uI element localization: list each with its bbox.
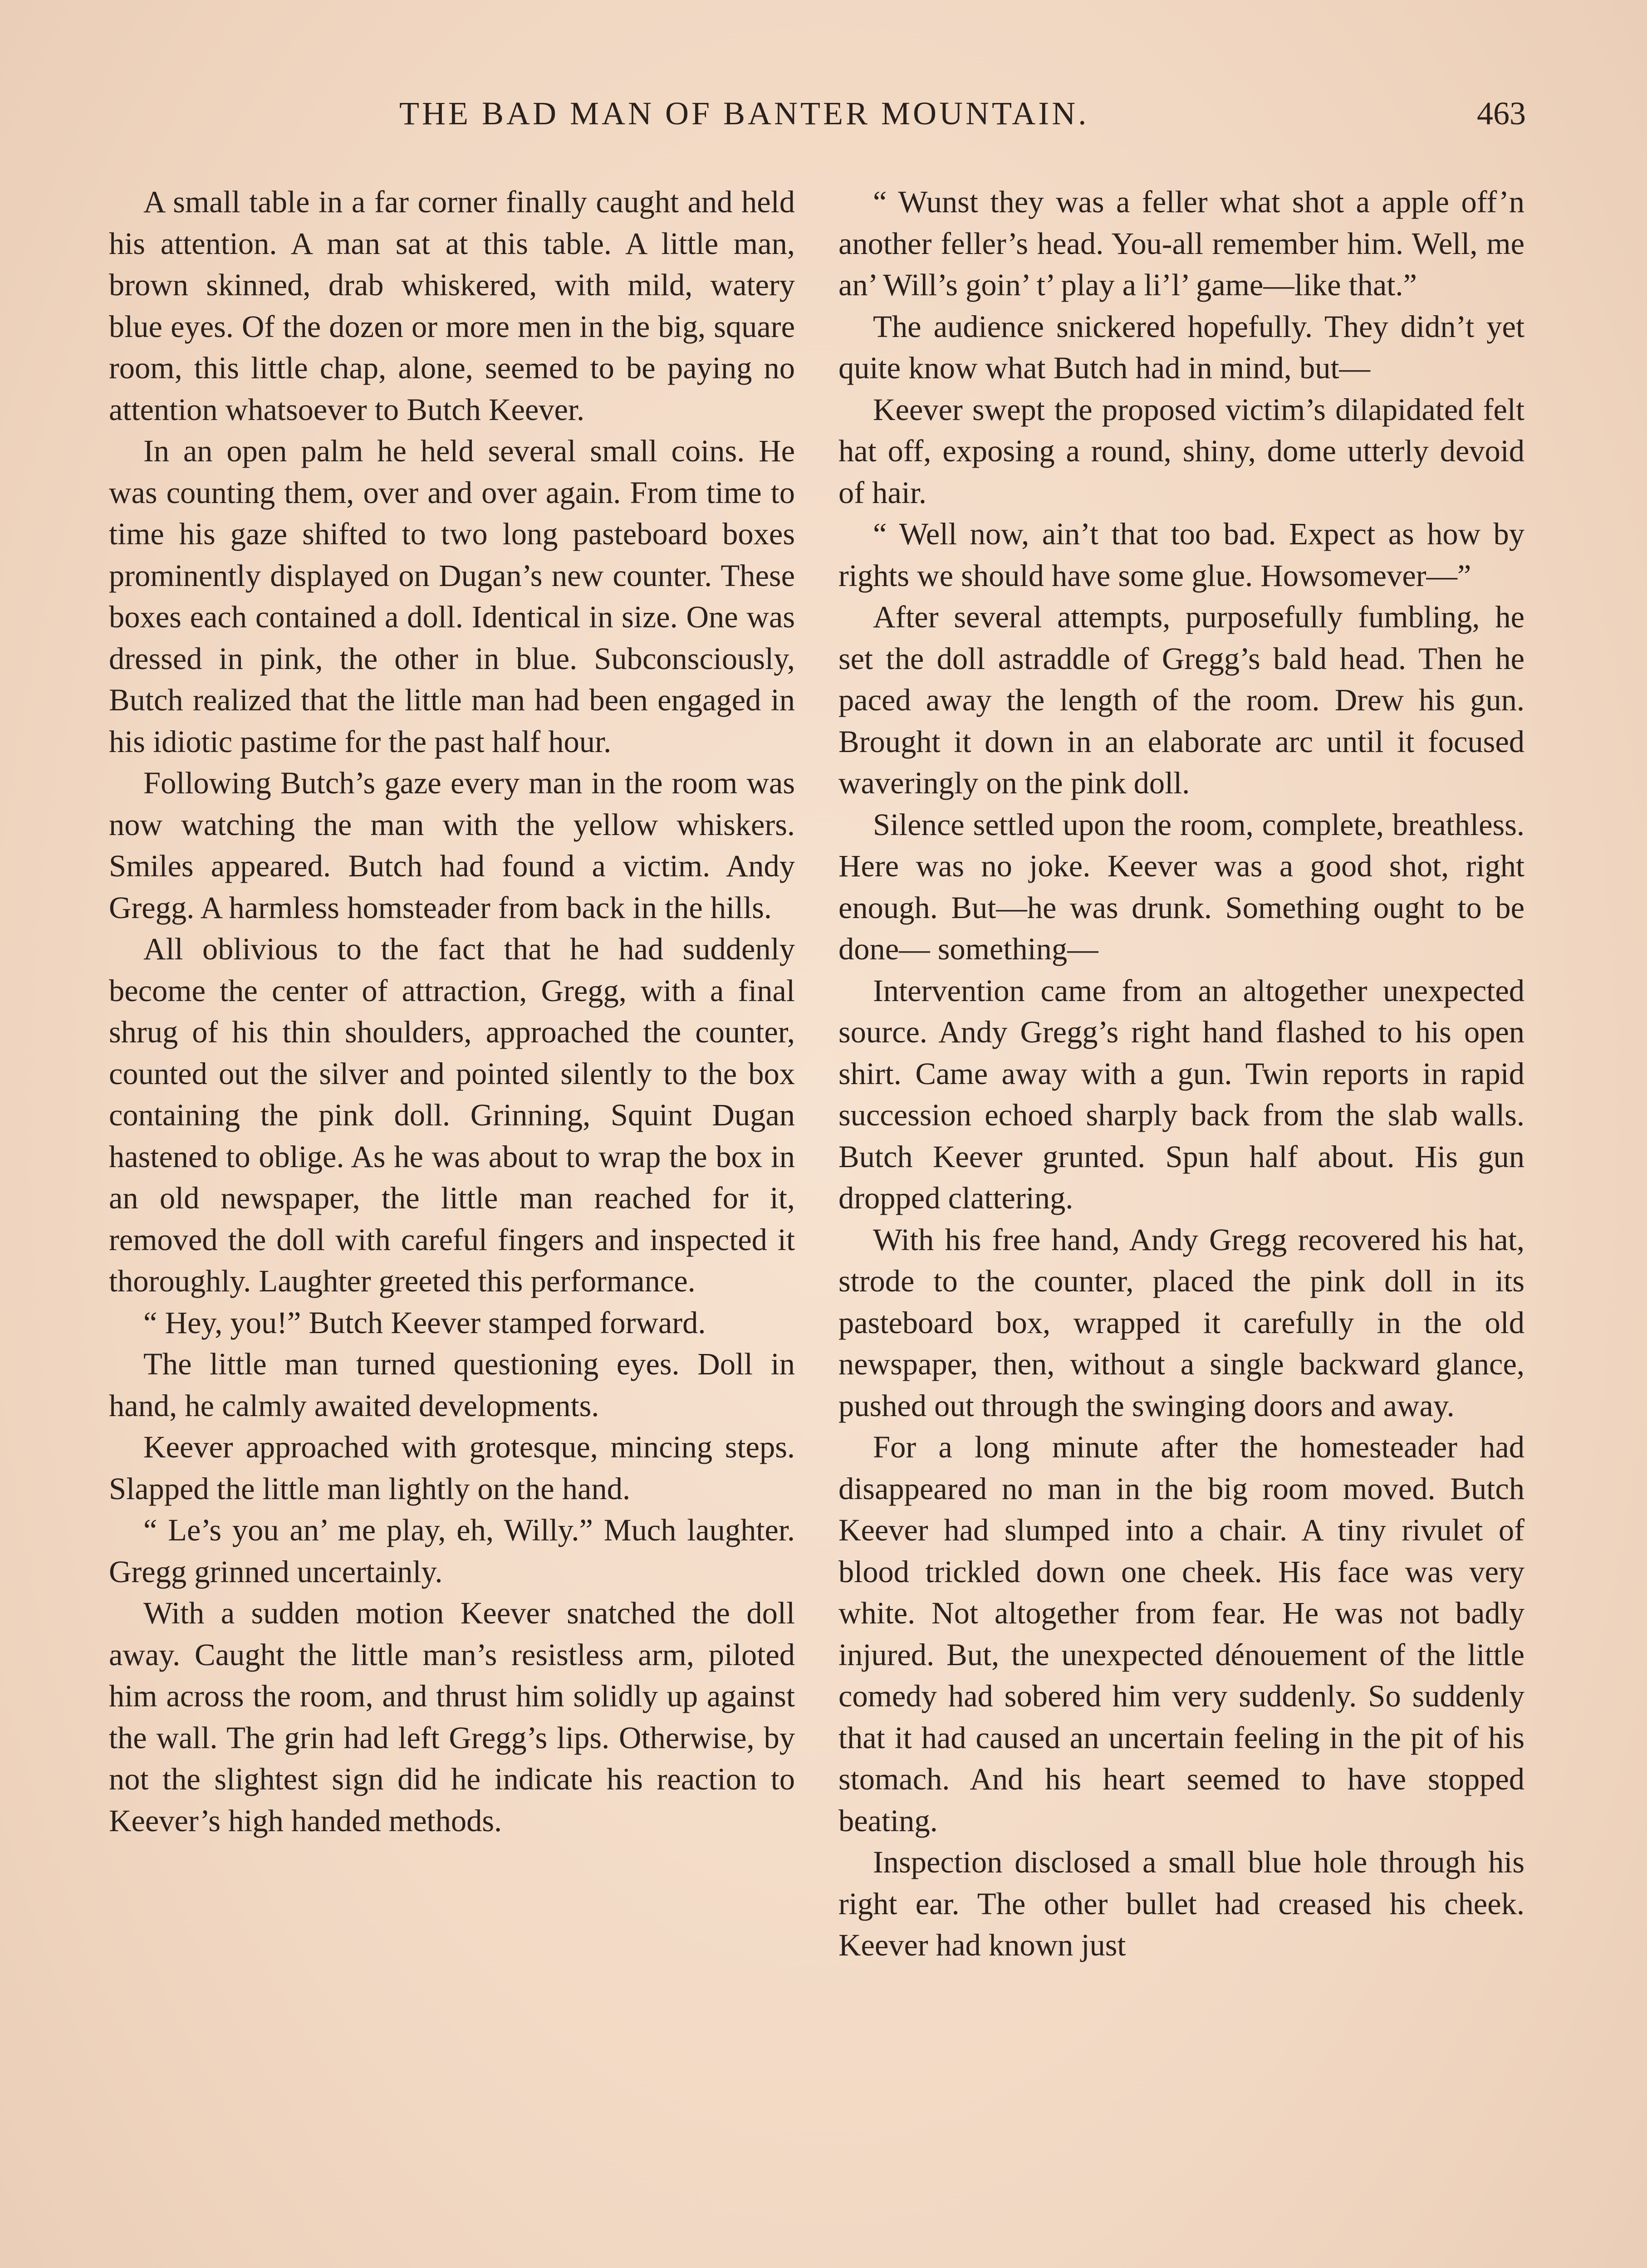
paragraph: With a sudden motion Keever snatched the doll away. Caught the little man’s resistless arm, piloted him across the room, and thrust him solidly up against the wall. The grin had left Gregg’s lips. Otherwise, by not the slightest sign did he indicate his reaction to Keever’s high handed methods.	[109, 1596, 795, 1838]
text-column-right	[838, 181, 1524, 1966]
paragraph: Keever swept the proposed victim’s dilapidated felt hat off, exposing a round, shiny, dome utterly devoid of hair.	[838, 392, 1524, 510]
paragraph: Keever approached with grotesque, mincing steps. Slapped the little man lightly on the hand.	[109, 1430, 795, 1506]
paragraph: Intervention came from an altogether unexpected source. Andy Gregg’s right hand flashed to his open shirt. Came away with a gun. Twin reports in rapid succession echoed sharply back from the slab walls. Butch Keever grunted. Spun half about. His gun dropped clattering.	[838, 973, 1524, 1215]
paragraph: For a long minute after the homesteader had disappeared no man in the big room moved. Butch Keever had slumped into a chair. A tiny rivulet of blood trickled down one cheek. His face was very white. Not altogether from fear. He was not badly injured. But, the unexpected dénouement of the little comedy had sobered him very suddenly. So suddenly that it had caused an uncertain feeling in the pit of his stomach. And his heart seemed to have stopped beating.	[838, 1430, 1524, 1838]
text-column-left	[109, 181, 795, 1842]
paragraph: Silence settled upon the room, complete, breathless. Here was no joke. Keever was a good shot, right enough. But—he was drunk. Something ought to be done— something—	[838, 807, 1524, 966]
paragraph: With his free hand, Andy Gregg recovered his hat, strode to the counter, placed the pink doll in its pasteboard box, wrapped it carefully in the old newspaper, then, without a single backward glance, pushed out through the swinging doors and away.	[838, 1222, 1524, 1423]
paragraph: “ Le’s you an’ me play, eh, Willy.” Much laughter. Gregg grinned uncertainly.	[109, 1513, 795, 1589]
paragraph: “ Well now, ain’t that too bad. Expect as how by rights we should have some glue. Howsomever—”	[838, 517, 1524, 593]
paragraph: Following Butch’s gaze every man in the room was now watching the man with the yellow whiskers. Smiles appeared. Butch had found a victim. Andy Gregg. A harmless homsteader from back in the hills.	[109, 766, 795, 925]
paragraph: “ Wunst they was a feller what shot a apple off’n another feller’s head. You-all remember him. Well, me an’ Will’s goin’ t’ play a li’l’ game—like that.”	[838, 185, 1524, 302]
paragraph: All oblivious to the fact that he had suddenly become the center of attraction, Gregg, with a final shrug of his thin shoulders, approached the counter, counted out the silver and pointed silently to the box containing the pink doll. Grinning, Squint Dugan hastened to oblige. As he was about to wrap the box in an old newspaper, the little man reached for it, removed the doll with careful fingers and inspected it thoroughly. Laughter greeted this performance.	[109, 932, 795, 1298]
paragraph: Inspection disclosed a small blue hole through his right ear. The other bullet had creased his cheek. Keever had known just	[838, 1845, 1524, 1962]
paragraph: After several attempts, purposefully fumbling, he set the doll astraddle of Gregg’s bald head. Then he paced away the length of the room. Drew his gun. Brought it down in an elaborate arc until it focused waveringly on the pink doll.	[838, 600, 1524, 800]
paragraph: A small table in a far corner finally caught and held his attention. A man sat at this table. A little man, brown skinned, drab whiskered, with mild, watery blue eyes. Of the dozen or more men in the big, square room, this little chap, alone, seemed to be paying no attention whatsoever to Butch Keever.	[109, 185, 795, 427]
running-title: THE BAD MAN OF BANTER MOUNTAIN.	[399, 95, 1089, 132]
paragraph: In an open palm he held several small coins. He was counting them, over and over again. From time to time his gaze shifted to two long pasteboard boxes prominently displayed on Dugan’s new counter. These boxes each contained a doll. Identical in size. One was dressed in pink, the other in blue. Subconsciously, Butch realized that the little man had been engaged in his idiotic pastime for the past half hour.	[109, 434, 795, 759]
paragraph: “ Hey, you!” Butch Keever stamped forward.	[143, 1305, 706, 1340]
page-number: 463	[1477, 95, 1526, 132]
paragraph: The little man turned questioning eyes. Doll in hand, he calmly awaited developments.	[109, 1347, 795, 1423]
paragraph: The audience snickered hopefully. They didn’t yet quite know what Butch had in mind, but—	[838, 309, 1524, 385]
